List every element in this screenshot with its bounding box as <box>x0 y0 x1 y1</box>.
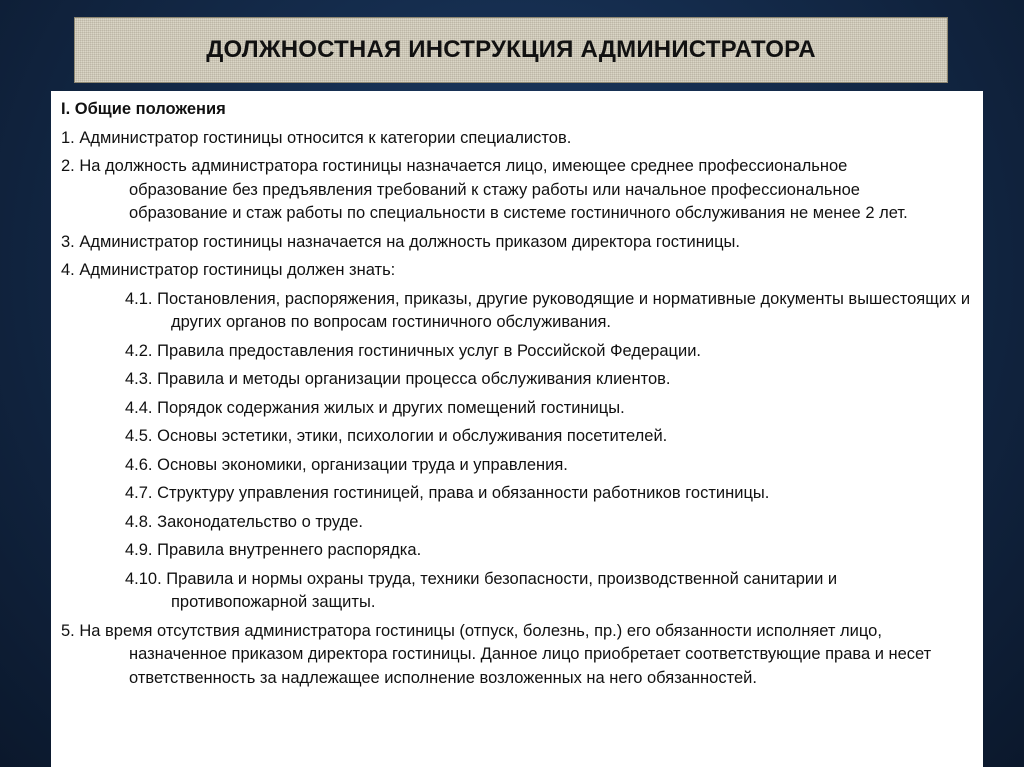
sub-list-item: 4.4. Порядок содержания жилых и других помещений гостиницы. <box>125 398 625 417</box>
sub-list-item: 4.7. Структуру управления гостиницей, права и обязанности работников гостиницы. <box>125 484 770 502</box>
sub-list-item: 4.6. Основы экономики, организации труда и управления. <box>125 455 568 474</box>
sub-list-item: 4.10. Правила и нормы охраны труда, техники безопасности, производственной санитарии и противопожарной защиты. <box>125 569 838 611</box>
sub-list-item: 4.3. Правила и методы организации процесса обслуживания клиентов. <box>125 370 671 388</box>
list-item: 2. На должность администратора гостиницы назначается лицо, имеющее среднее профессиональное образование без предъявления требований к стажу работы или начальное профессиональное образование и стаж работы по специальности в системе гостиничного обслуживания не менее 2 лет. <box>61 157 908 222</box>
list-item: 5. На время отсутствия администратора гостиницы (отпуск, болезнь, пр.) его обязанности исполняет лицо, назначенное приказом директора гостиницы. Данное лицо приобретает соответствующие права и несет ответственность за надлежащее исполнение возложенных на него обязанностей. <box>61 621 932 687</box>
section-heading: I. Общие положения <box>61 100 226 118</box>
document-body <box>51 91 983 767</box>
title-banner <box>74 17 948 83</box>
sub-list-item: 4.9. Правила внутреннего распорядка. <box>125 541 422 559</box>
list-item: 4. Администратор гостиницы должен знать: <box>61 261 396 279</box>
sub-list-item: 4.8. Законодательство о труде. <box>125 512 363 531</box>
list-item: 1. Администратор гостиницы относится к категории специалистов. <box>61 128 572 147</box>
sub-list-item: 4.1. Постановления, распоряжения, приказы, другие руководящие и нормативные документы вышестоящих и других органов по вопросам гостиничного обслуживания. <box>125 289 971 331</box>
sub-list-item: 4.2. Правила предоставления гостиничных услуг в Российской Федерации. <box>125 341 701 360</box>
list-item: 3. Администратор гостиницы назначается на должность приказом директора гостиницы. <box>61 232 740 251</box>
slide-title: ДОЛЖНОСТНАЯ ИНСТРУКЦИЯ АДМИНИСТРАТОРА <box>206 36 816 63</box>
sub-list-item: 4.5. Основы эстетики, этики, психологии и обслуживания посетителей. <box>125 427 668 445</box>
